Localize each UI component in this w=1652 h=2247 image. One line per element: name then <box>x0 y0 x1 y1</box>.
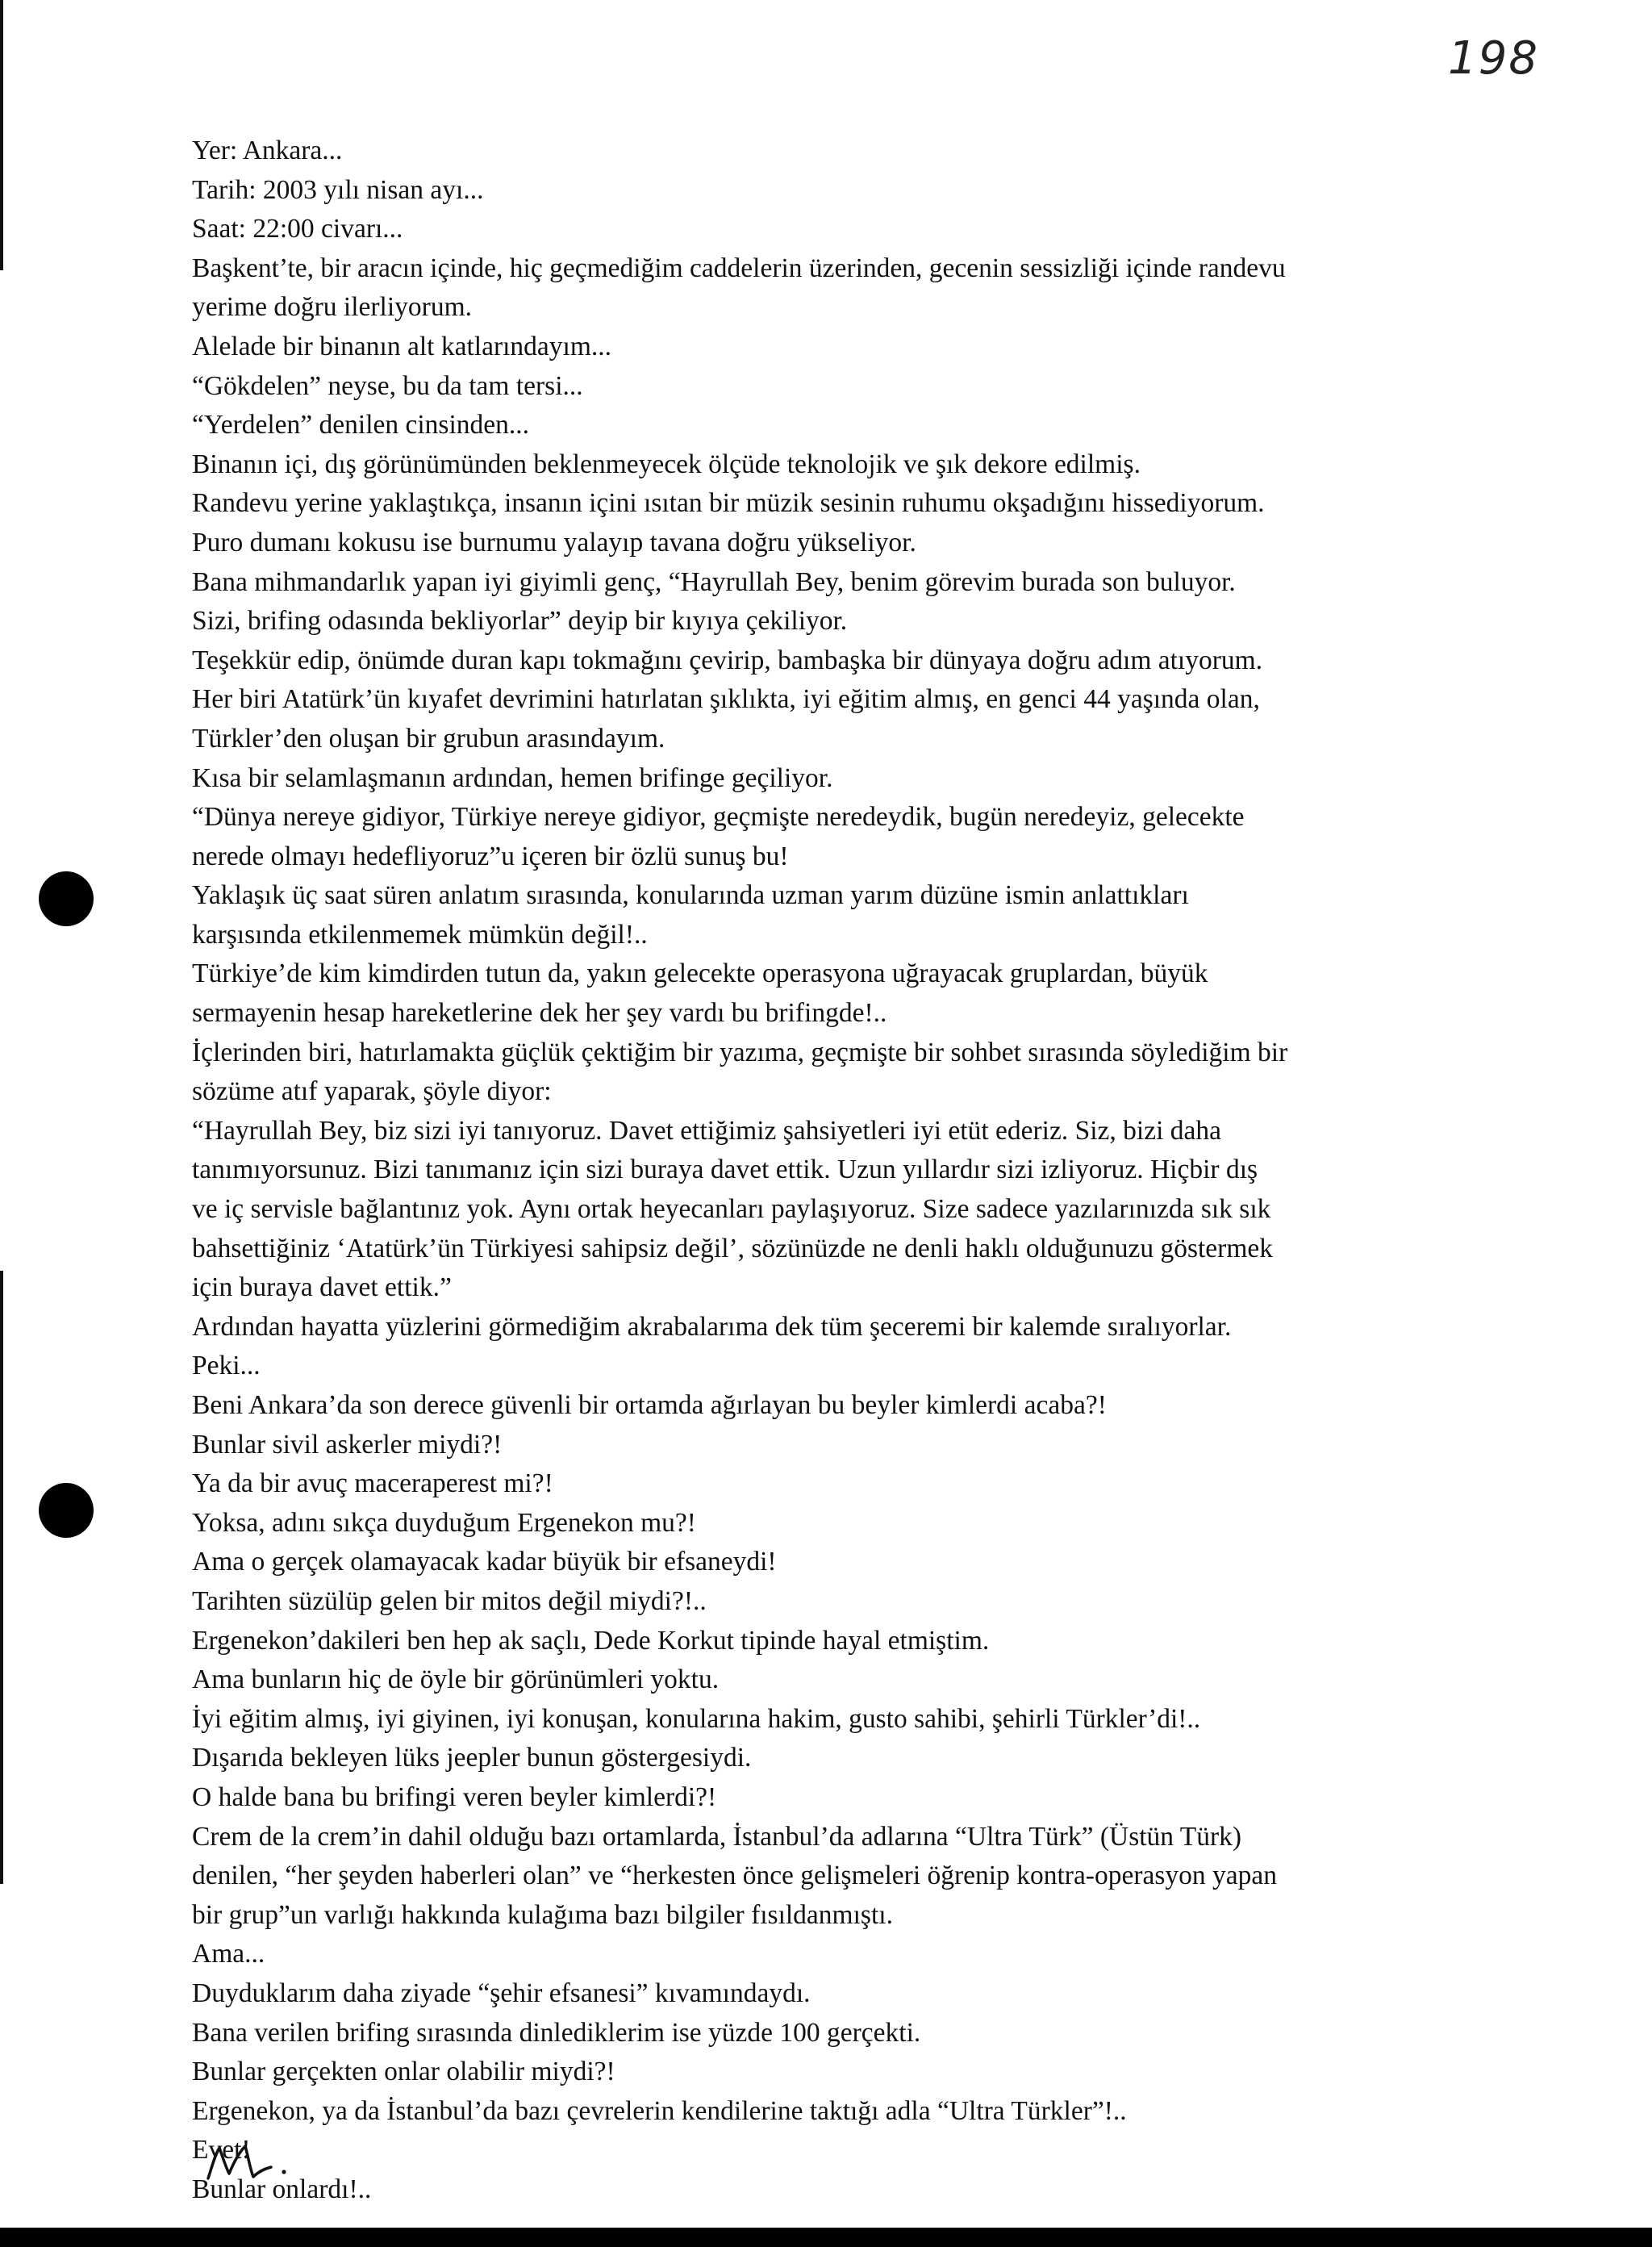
body-text <box>192 132 1483 2209</box>
punch-hole-lower <box>39 1483 94 1538</box>
text-line: “Gökdelen” neyse, bu da tam tersi... <box>192 370 583 401</box>
text-line: İyi eğitim almış, iyi giyinen, iyi konuşan, konularına hakim, gusto sahibi, şehirli Türkler’di!.. <box>192 1703 1201 1734</box>
left-edge-rule-top <box>0 0 3 270</box>
text-line: Türkiye’de kim kimdirden tutun da, yakın gelecekte operasyona uğrayacak gruplardan, büyük <box>192 959 1208 989</box>
scan-bottom-edge <box>0 2228 1652 2247</box>
text-line: Puro dumanı kokusu ise burnumu yalayıp tavana doğru yükseliyor. <box>192 527 916 558</box>
text-line: yerime doğru ilerliyorum. <box>192 292 473 323</box>
text-line: Randevu yerine yaklaştıkça, insanın içini ısıtan bir müzik sesinin ruhumu okşadığını hissediyorum. <box>192 488 1265 519</box>
text-line: Teşekkür edip, önümde duran kapı tokmağını çevirip, bambaşka bir dünyaya doğru adım atıyorum. <box>192 645 1263 675</box>
text-line: Saat: 22:00 civarı... <box>192 214 403 244</box>
text-line: İçlerinden biri, hatırlamakta güçlük çektiğim bir yazıma, geçmişte bir sohbet sırasında söylediğim bir <box>192 1037 1288 1067</box>
text-line: Türkler’den oluşan bir grubun arasındayım. <box>192 723 665 754</box>
text-line: Binanın içi, dış görünümünden beklenmeyecek ölçüde teknolojik ve şık dekore edilmiş. <box>192 449 1141 479</box>
text-line: Tarih: 2003 yılı nisan ayı... <box>192 174 484 205</box>
text-line: Dışarıda bekleyen lüks jeepler bunun göstergesiydi. <box>192 1743 752 1773</box>
text-line: Yaklaşık üç saat süren anlatım sırasında, konularında uzman yarım düzüne ismin anlattıkları <box>192 880 1189 911</box>
text-line: bahsettiğiniz ‘Atatürk’ün Türkiyesi sahipsiz değil’, sözünüzde ne denli haklı olduğunuzu göstermek <box>192 1233 1273 1263</box>
text-line: “Dünya nereye gidiyor, Türkiye nereye gidiyor, geçmişte neredeydik, bugün neredeyiz, gelecekte <box>192 802 1245 833</box>
handwritten-initials-signature <box>203 2138 332 2186</box>
text-line: Tarihten süzülüp gelen bir mitos değil miydi?!.. <box>192 1585 707 1616</box>
text-line: nerede olmayı hedefliyoruz”u içeren bir özlü sunuş bu! <box>192 841 789 871</box>
text-line: Yoksa, adını sıkça duyduğum Ergenekon mu?! <box>192 1507 696 1538</box>
text-line: Evet! <box>192 2135 251 2166</box>
text-line: O halde bana bu brifingi veren beyler kimlerdi?! <box>192 1781 717 1812</box>
text-line: Beni Ankara’da son derece güvenli bir ortamda ağırlayan bu beyler kimlerdi acaba?! <box>192 1390 1107 1420</box>
text-line: Sizi, brifing odasında bekliyorlar” deyip bir kıyıya çekiliyor. <box>192 606 848 637</box>
text-line: Bana verilen brifing sırasında dinlediklerim ise yüzde 100 gerçekti. <box>192 2017 921 2048</box>
page-number: 198 <box>1448 32 1539 85</box>
text-line: Bana mihmandarlık yapan iyi giyimli genç, “Hayrullah Bey, benim görevim burada son buluyor. <box>192 566 1236 597</box>
left-edge-rule-bottom <box>0 1271 3 1884</box>
text-line: ve iç servisle bağlantınız yok. Aynı ortak heyecanları paylaşıyoruz. Size sadece yazılarınızda sık sık <box>192 1194 1271 1225</box>
text-line: Bunlar sivil askerler miydi?! <box>192 1429 503 1460</box>
text-line: “Hayrullah Bey, biz sizi iyi tanıyoruz. Davet ettiğimiz şahsiyetleri iyi etüt ederiz. Siz, bizi daha <box>192 1115 1222 1146</box>
text-line: tanımıyorsunuz. Bizi tanımanız için sizi buraya davet ettik. Uzun yıllardır sizi izliyoruz. Hiçbir dış <box>192 1155 1258 1185</box>
text-line: Crem de la crem’in dahil olduğu bazı ortamlarda, İstanbul’da adlarına “Ultra Türk” (Üstün Türk) <box>192 1821 1242 1852</box>
text-line: sözüme atıf yaparak, şöyle diyor: <box>192 1076 552 1107</box>
text-line: Ergenekon’dakileri ben hep ak saçlı, Dede Korkut tipinde hayal etmiştim. <box>192 1625 990 1656</box>
punch-hole-upper <box>39 871 94 926</box>
text-line: Yer: Ankara... <box>192 136 343 165</box>
text-line: bir grup”un varlığı hakkında kulağıma bazı bilgiler fısıldanmıştı. <box>192 1899 893 1930</box>
text-line: için buraya davet ettik.” <box>192 1272 452 1303</box>
text-line: Ama bunların hiç de öyle bir görünümleri yoktu. <box>192 1664 720 1695</box>
text-line: Alelade bir binanın alt katlarındayım... <box>192 331 612 361</box>
text-line: Peki... <box>192 1351 261 1381</box>
text-line: Ama o gerçek olamayacak kadar büyük bir efsaneydi! <box>192 1547 777 1577</box>
text-line: Ama... <box>192 1939 265 1969</box>
text-line: sermayenin hesap hareketlerine dek her şey vardı bu brifingde!.. <box>192 998 887 1029</box>
text-line: denilen, “her şeyden haberleri olan” ve “herkesten önce gelişmeleri öğrenip kontra-operasyon yapan <box>192 1861 1278 1891</box>
text-line: Her biri Atatürk’ün kıyafet devrimini hatırlatan şıklıkta, iyi eğitim almış, en genci 44 yaşında olan, <box>192 684 1260 715</box>
text-line: Duyduklarım daha ziyade “şehir efsanesi” kıvamındaydı. <box>192 1978 811 2008</box>
text-line: Ardından hayatta yüzlerini görmediğim akrabalarıma dek tüm şeceremi bir kalemde sıralıyorlar. <box>192 1311 1232 1342</box>
text-line: Ergenekon, ya da İstanbul’da bazı çevrelerin kendilerine taktığı adla “Ultra Türkler”!.. <box>192 2095 1127 2126</box>
text-line: karşısında etkilenmemek mümkün değil!.. <box>192 919 648 950</box>
text-line: Bunlar onlardı!.. <box>192 2174 372 2204</box>
text-line: Kısa bir selamlaşmanın ardından, hemen brifinge geçiliyor. <box>192 762 833 793</box>
text-line: “Yerdelen” denilen cinsinden... <box>192 410 530 441</box>
text-line: Bunlar gerçekten onlar olabilir miydi?! <box>192 2057 615 2087</box>
text-line: Başkent’te, bir aracın içinde, hiç geçmediğim caddelerin üzerinden, gecenin sessizliği içinde randevu <box>192 253 1286 283</box>
text-line: Ya da bir avuç maceraperest mi?! <box>192 1468 553 1499</box>
